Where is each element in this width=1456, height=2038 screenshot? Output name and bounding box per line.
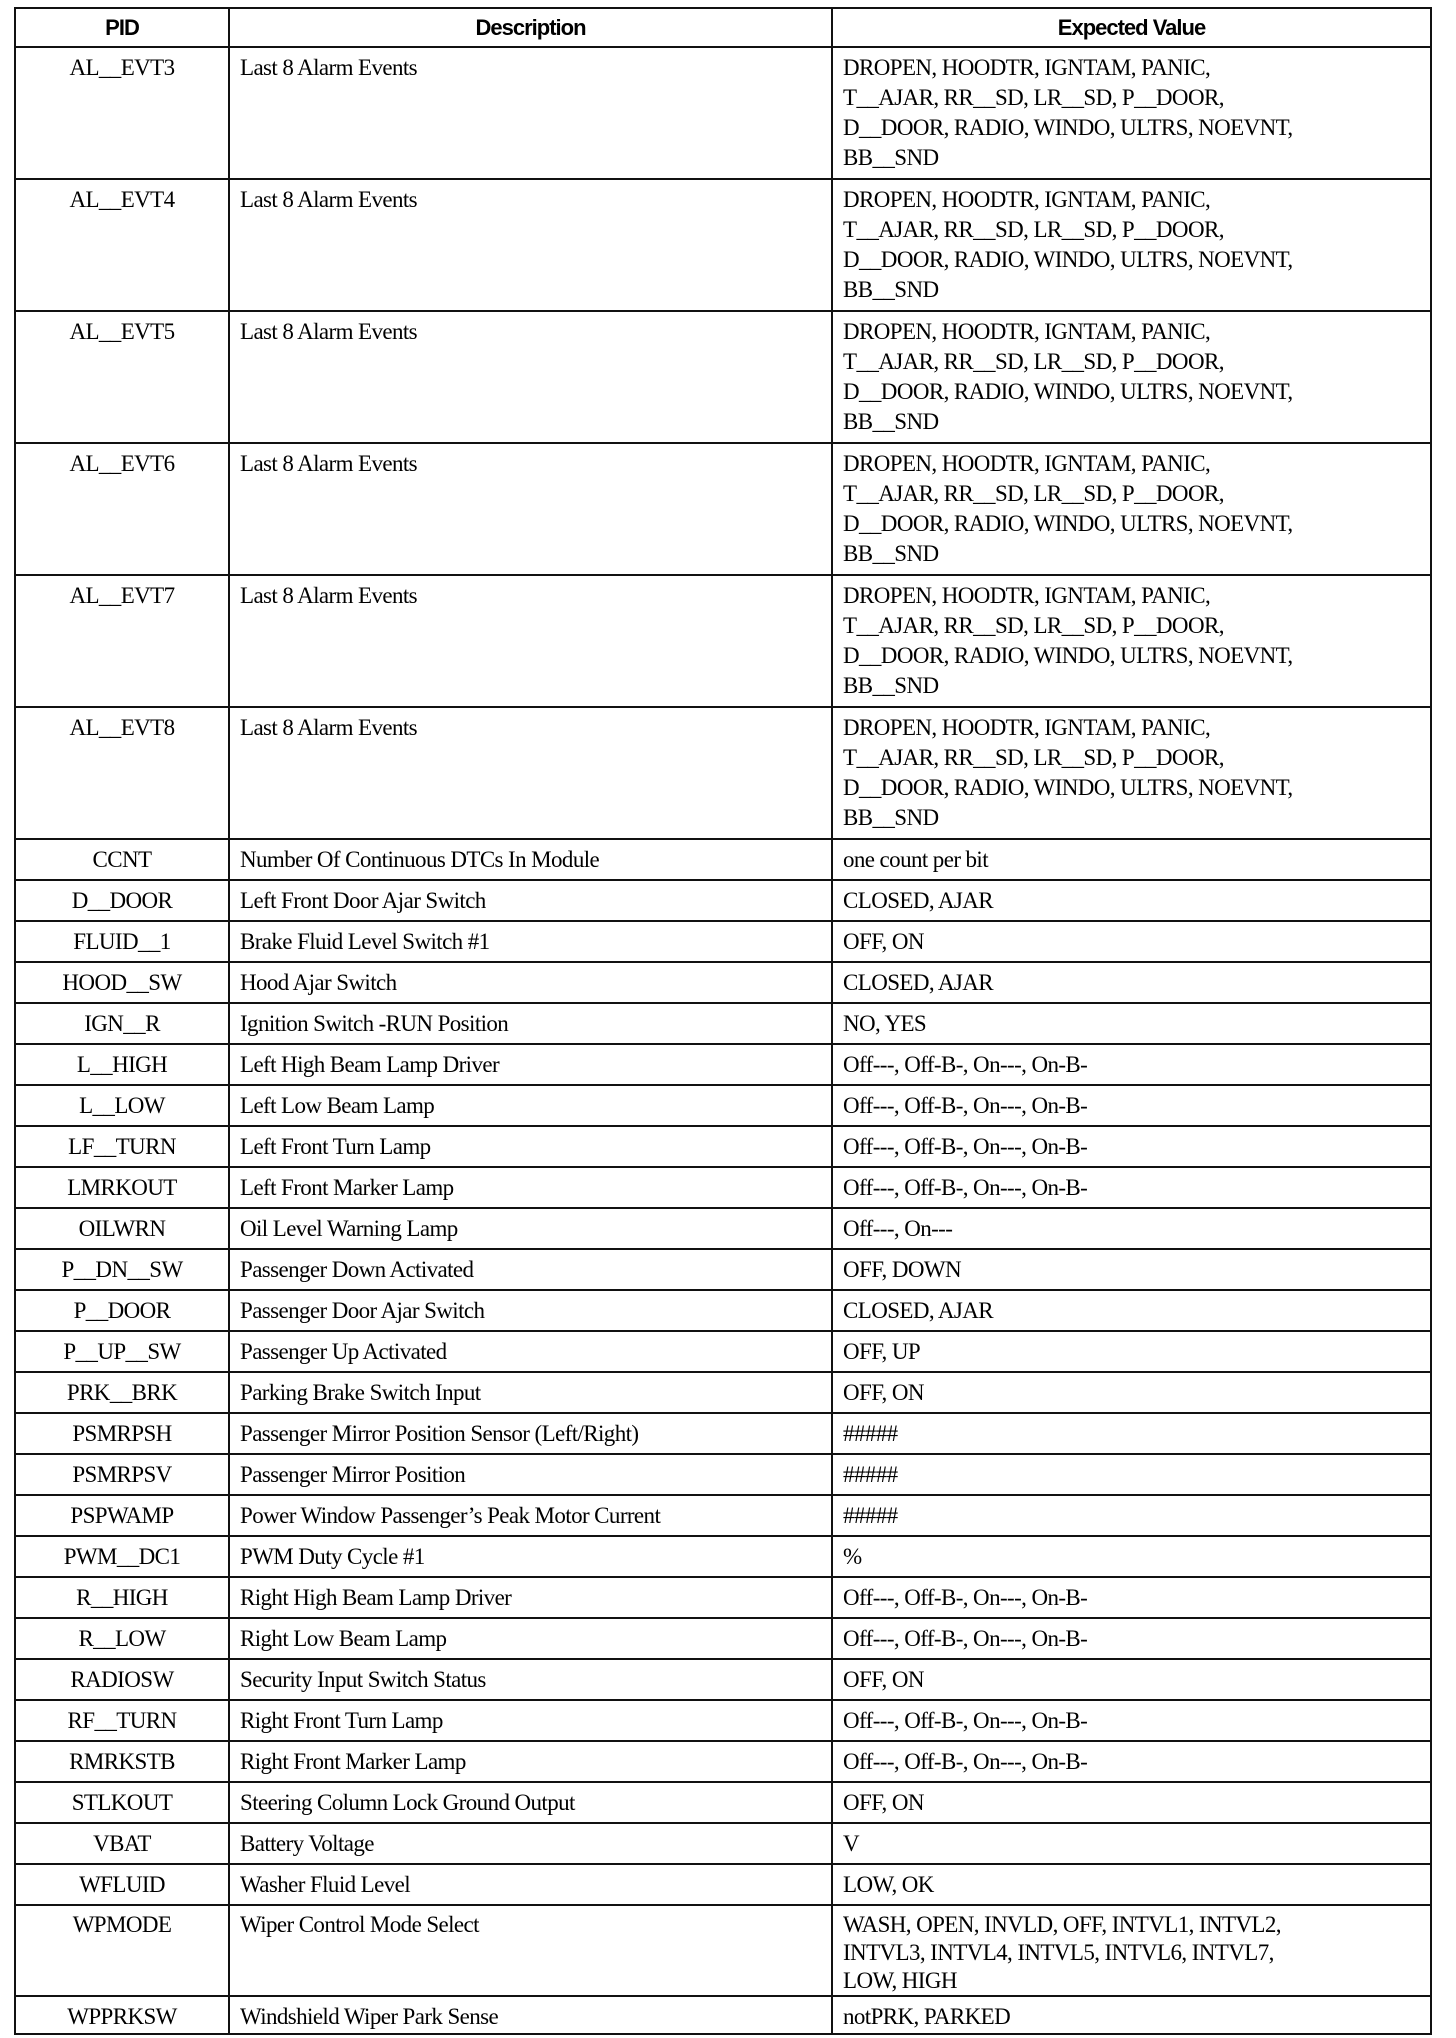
pid-cell: AL__EVT4: [15, 179, 229, 311]
description-cell: Brake Fluid Level Switch #1: [229, 921, 832, 962]
expected-value-cell: OFF, ON: [832, 1659, 1431, 1700]
table-row: [15, 1413, 1431, 1454]
table-row: [15, 707, 1431, 839]
table-row: [15, 1249, 1431, 1290]
pid-cell: PRK__BRK: [15, 1372, 229, 1413]
expected-value-cell: %: [832, 1536, 1431, 1577]
description-cell: Right Front Turn Lamp: [229, 1700, 832, 1741]
pid-cell: STLKOUT: [15, 1782, 229, 1823]
description-cell: Last 8 Alarm Events: [229, 575, 832, 707]
pid-cell: PSPWAMP: [15, 1495, 229, 1536]
table-row: [15, 921, 1431, 962]
description-cell: Left Low Beam Lamp: [229, 1085, 832, 1126]
table-row: [15, 1741, 1431, 1782]
table-row: [15, 1167, 1431, 1208]
pid-cell: WFLUID: [15, 1864, 229, 1905]
pid-cell: R__HIGH: [15, 1577, 229, 1618]
pid-cell: AL__EVT7: [15, 575, 229, 707]
expected-value-cell: DROPEN, HOODTR, IGNTAM, PANIC, T__AJAR, RR__SD, LR__SD, P__DOOR, D__DOOR, RADIO, WINDO, ULTRS, NOEVNT, BB__SND: [832, 707, 1431, 839]
description-cell: Last 8 Alarm Events: [229, 443, 832, 575]
expected-value-cell: WASH, OPEN, INVLD, OFF, INTVL1, INTVL2, INTVL3, INTVL4, INTVL5, INTVL6, INTVL7, LOW, HIGH: [832, 1905, 1431, 1996]
expected-value-cell: Off---, Off-B-, On---, On-B-: [832, 1618, 1431, 1659]
pid-cell: AL__EVT6: [15, 443, 229, 575]
expected-value-cell: DROPEN, HOODTR, IGNTAM, PANIC, T__AJAR, RR__SD, LR__SD, P__DOOR, D__DOOR, RADIO, WINDO, ULTRS, NOEVNT, BB__SND: [832, 443, 1431, 575]
table-row: [15, 839, 1431, 880]
expected-value-cell: Off---, Off-B-, On---, On-B-: [832, 1700, 1431, 1741]
pid-cell: LMRKOUT: [15, 1167, 229, 1208]
pid-cell: AL__EVT3: [15, 47, 229, 179]
pid-cell: RMRKSTB: [15, 1741, 229, 1782]
description-cell: Security Input Switch Status: [229, 1659, 832, 1700]
table-row: [15, 880, 1431, 921]
pid-cell: CCNT: [15, 839, 229, 880]
table-row: [15, 1700, 1431, 1741]
pid-cell: LF__TURN: [15, 1126, 229, 1167]
expected-value-cell: CLOSED, AJAR: [832, 1290, 1431, 1331]
expected-value-cell: #####: [832, 1454, 1431, 1495]
description-cell: Passenger Mirror Position: [229, 1454, 832, 1495]
table-row: [15, 575, 1431, 707]
description-cell: Steering Column Lock Ground Output: [229, 1782, 832, 1823]
pid-cell: P__DN__SW: [15, 1249, 229, 1290]
table-row: [15, 1864, 1431, 1905]
expected-value-cell: one count per bit: [832, 839, 1431, 880]
description-cell: Left High Beam Lamp Driver: [229, 1044, 832, 1085]
expected-value-cell: Off---, Off-B-, On---, On-B-: [832, 1044, 1431, 1085]
table-row: [15, 962, 1431, 1003]
expected-value-cell: OFF, UP: [832, 1331, 1431, 1372]
description-cell: Right Front Marker Lamp: [229, 1741, 832, 1782]
expected-value-cell: OFF, DOWN: [832, 1249, 1431, 1290]
table-body: [15, 47, 1431, 2034]
description-cell: Hood Ajar Switch: [229, 962, 832, 1003]
pid-cell: P__UP__SW: [15, 1331, 229, 1372]
header-expected-value: Expected Value: [832, 8, 1431, 47]
expected-value-cell: DROPEN, HOODTR, IGNTAM, PANIC, T__AJAR, RR__SD, LR__SD, P__DOOR, D__DOOR, RADIO, WINDO, ULTRS, NOEVNT, BB__SND: [832, 179, 1431, 311]
expected-value-cell: CLOSED, AJAR: [832, 962, 1431, 1003]
table-row: [15, 311, 1431, 443]
pid-cell: AL__EVT5: [15, 311, 229, 443]
expected-value-cell: Off---, Off-B-, On---, On-B-: [832, 1577, 1431, 1618]
description-cell: Last 8 Alarm Events: [229, 311, 832, 443]
table-row: [15, 1782, 1431, 1823]
description-cell: PWM Duty Cycle #1: [229, 1536, 832, 1577]
description-cell: Left Front Turn Lamp: [229, 1126, 832, 1167]
description-cell: Battery Voltage: [229, 1823, 832, 1864]
table-row: [15, 1536, 1431, 1577]
expected-value-cell: NO, YES: [832, 1003, 1431, 1044]
header-pid: PID: [15, 8, 229, 47]
description-cell: Right Low Beam Lamp: [229, 1618, 832, 1659]
description-cell: Right High Beam Lamp Driver: [229, 1577, 832, 1618]
table-row: [15, 1044, 1431, 1085]
table-row: [15, 1003, 1431, 1044]
description-cell: Washer Fluid Level: [229, 1864, 832, 1905]
description-cell: Parking Brake Switch Input: [229, 1372, 832, 1413]
description-cell: Passenger Up Activated: [229, 1331, 832, 1372]
expected-value-cell: Off---, Off-B-, On---, On-B-: [832, 1085, 1431, 1126]
header-description: Description: [229, 8, 832, 47]
pid-cell: L__LOW: [15, 1085, 229, 1126]
expected-value-cell: LOW, OK: [832, 1864, 1431, 1905]
description-cell: Ignition Switch -RUN Position: [229, 1003, 832, 1044]
expected-value-cell: Off---, Off-B-, On---, On-B-: [832, 1167, 1431, 1208]
table-row: [15, 1905, 1431, 1996]
pid-cell: R__LOW: [15, 1618, 229, 1659]
pid-cell: RADIOSW: [15, 1659, 229, 1700]
description-cell: Passenger Down Activated: [229, 1249, 832, 1290]
expected-value-cell: DROPEN, HOODTR, IGNTAM, PANIC, T__AJAR, RR__SD, LR__SD, P__DOOR, D__DOOR, RADIO, WINDO, ULTRS, NOEVNT, BB__SND: [832, 575, 1431, 707]
expected-value-cell: Off---, On---: [832, 1208, 1431, 1249]
description-cell: Power Window Passenger’s Peak Motor Current: [229, 1495, 832, 1536]
pid-cell: WPMODE: [15, 1905, 229, 1996]
table-row: [15, 1823, 1431, 1864]
pid-cell: IGN__R: [15, 1003, 229, 1044]
pid-cell: D__DOOR: [15, 880, 229, 921]
description-cell: Left Front Door Ajar Switch: [229, 880, 832, 921]
expected-value-cell: V: [832, 1823, 1431, 1864]
table-row: [15, 1659, 1431, 1700]
expected-value-cell: #####: [832, 1495, 1431, 1536]
table-row: [15, 1495, 1431, 1536]
expected-value-cell: Off---, Off-B-, On---, On-B-: [832, 1741, 1431, 1782]
pid-cell: HOOD__SW: [15, 962, 229, 1003]
expected-value-cell: CLOSED, AJAR: [832, 880, 1431, 921]
table-row: [15, 1290, 1431, 1331]
table-row: [15, 1996, 1431, 2034]
description-cell: Passenger Door Ajar Switch: [229, 1290, 832, 1331]
expected-value-cell: notPRK, PARKED: [832, 1996, 1431, 2034]
expected-value-cell: OFF, ON: [832, 921, 1431, 962]
table-row: [15, 1577, 1431, 1618]
pid-cell: OILWRN: [15, 1208, 229, 1249]
table-row: [15, 1454, 1431, 1495]
pid-cell: PWM__DC1: [15, 1536, 229, 1577]
table-row: [15, 1208, 1431, 1249]
table-row: [15, 1085, 1431, 1126]
description-cell: Wiper Control Mode Select: [229, 1905, 832, 1996]
expected-value-cell: OFF, ON: [832, 1372, 1431, 1413]
table-row: [15, 1372, 1431, 1413]
description-cell: Last 8 Alarm Events: [229, 47, 832, 179]
header-row: [15, 8, 1431, 47]
description-cell: Oil Level Warning Lamp: [229, 1208, 832, 1249]
pid-cell: RF__TURN: [15, 1700, 229, 1741]
pid-cell: PSMRPSH: [15, 1413, 229, 1454]
pid-cell: P__DOOR: [15, 1290, 229, 1331]
expected-value-cell: DROPEN, HOODTR, IGNTAM, PANIC, T__AJAR, RR__SD, LR__SD, P__DOOR, D__DOOR, RADIO, WINDO, ULTRS, NOEVNT, BB__SND: [832, 311, 1431, 443]
pid-cell: PSMRPSV: [15, 1454, 229, 1495]
description-cell: Windshield Wiper Park Sense: [229, 1996, 832, 2034]
table-row: [15, 443, 1431, 575]
pid-cell: AL__EVT8: [15, 707, 229, 839]
pid-table: [14, 7, 1432, 2035]
table-row: [15, 1618, 1431, 1659]
table-row: [15, 1331, 1431, 1372]
description-cell: Passenger Mirror Position Sensor (Left/Right): [229, 1413, 832, 1454]
table-row: [15, 179, 1431, 311]
pid-cell: WPPRKSW: [15, 1996, 229, 2034]
pid-cell: VBAT: [15, 1823, 229, 1864]
table-row: [15, 47, 1431, 179]
description-cell: Last 8 Alarm Events: [229, 707, 832, 839]
expected-value-cell: #####: [832, 1413, 1431, 1454]
pid-cell: L__HIGH: [15, 1044, 229, 1085]
expected-value-cell: DROPEN, HOODTR, IGNTAM, PANIC, T__AJAR, RR__SD, LR__SD, P__DOOR, D__DOOR, RADIO, WINDO, ULTRS, NOEVNT, BB__SND: [832, 47, 1431, 179]
description-cell: Number Of Continuous DTCs In Module: [229, 839, 832, 880]
description-cell: Left Front Marker Lamp: [229, 1167, 832, 1208]
expected-value-cell: OFF, ON: [832, 1782, 1431, 1823]
table-row: [15, 1126, 1431, 1167]
description-cell: Last 8 Alarm Events: [229, 179, 832, 311]
pid-cell: FLUID__1: [15, 921, 229, 962]
expected-value-cell: Off---, Off-B-, On---, On-B-: [832, 1126, 1431, 1167]
